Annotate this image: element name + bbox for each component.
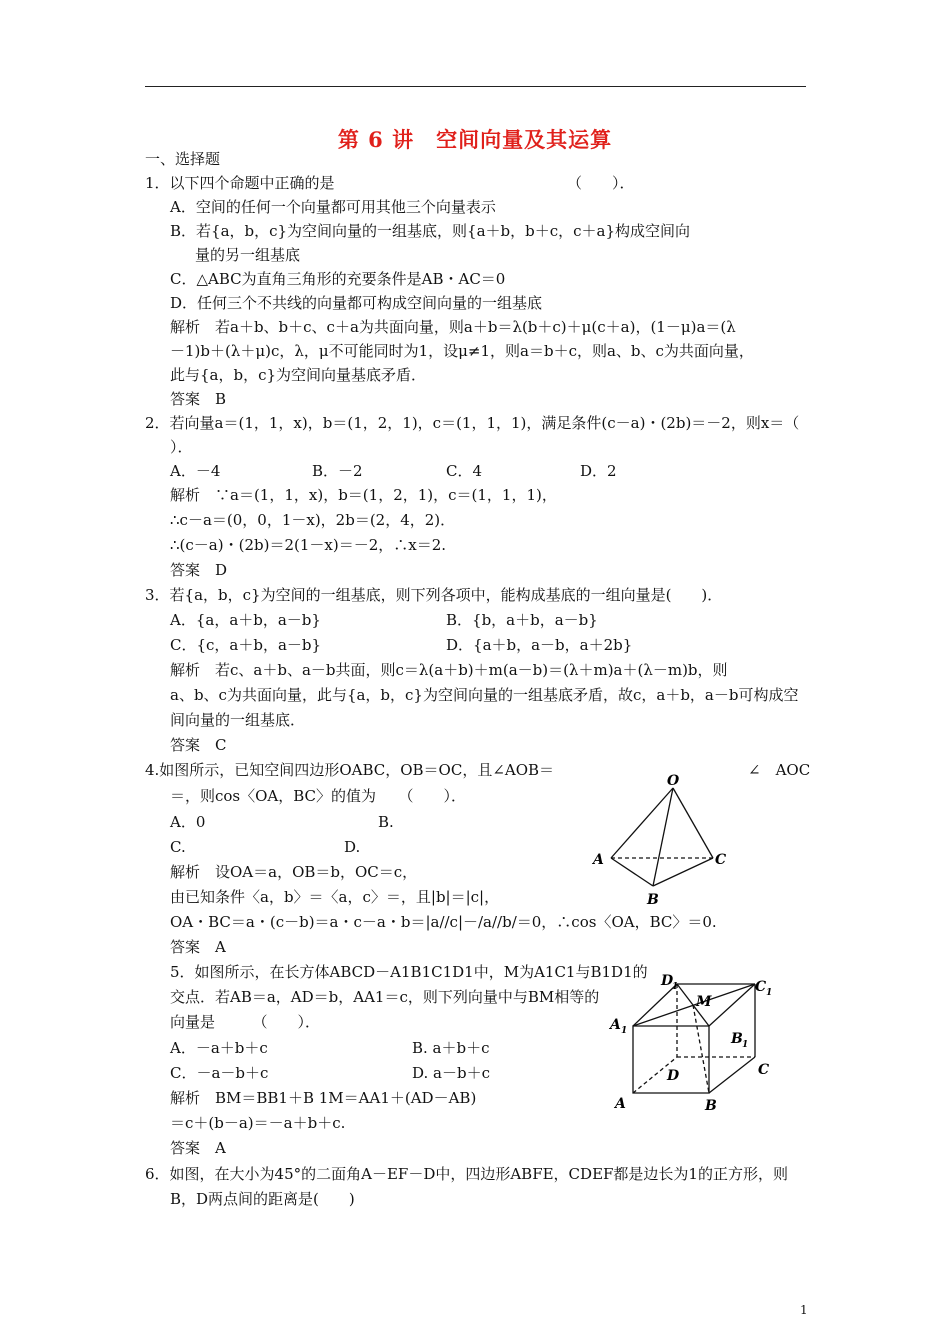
label-c: C [715, 852, 727, 868]
q1-option-c: C．△ABC为直角三角形的充要条件是AB・AC＝0 [170, 270, 506, 288]
label-b: B [705, 1098, 717, 1114]
q1-option-b-cont: 量的另一组基底 [195, 246, 301, 264]
q5-stem-cont-1: 交点．若AB＝a，AD＝b，AA1＝c，则下列向量中与BM相等的 [170, 988, 600, 1006]
label-d1-sub: 1 [672, 982, 679, 992]
q6-stem: 6．如图，在大小为45°的二面角A－EF－D中，四边形ABFE，CDEF都是边长为1的正方形，则 [145, 1165, 788, 1183]
q1-option-d: D．任何三个不共线的向量都可构成空间向量的一组基底 [170, 294, 543, 312]
q4-option-b: B. [378, 813, 394, 831]
q5-option-c: C．－a－b＋c [170, 1064, 269, 1082]
q3-option-b: B．{b，a＋b，a－b} [446, 611, 598, 629]
label-b1: B [731, 1031, 743, 1047]
label-c: C [758, 1062, 770, 1078]
q2-option-d: D．2 [580, 462, 617, 480]
q1-solution-1: 解析 若a＋b、b＋c、c＋a为共面向量，则a＋b＝λ(b＋c)＋μ(c＋a)，(1－μ)a＝(λ [170, 318, 736, 336]
q5-stem: 5．如图所示，在长方体ABCD－A1B1C1D1中，M为A1C1与B1D1的 [170, 963, 648, 981]
q4-solution-1: 解析 设OA＝a，OB＝b，OC＝c， [170, 863, 418, 881]
edge-ab [611, 858, 653, 886]
q5-answer: 答案 A [170, 1139, 226, 1157]
q2-option-c: C．4 [446, 462, 483, 480]
q5-solution-1: 解析 BM＝BB1＋B 1M＝AA1＋(AD－AB) [170, 1089, 477, 1107]
label-a1-sub: 1 [621, 1026, 628, 1036]
q3-solution-2: a、b、c为共面向量，此与{a，b，c}为空间向量的一组基底矛盾，故c，a＋b，a－b可构成空 [170, 686, 799, 704]
q4-stem: 4.如图所示，已知空间四边形OABC，OB＝OC，且∠AOB＝ [145, 761, 555, 779]
q2-solution-3: ∴(c－a)・(2b)＝2(1－x)＝－2，∴x＝2. [170, 536, 447, 554]
label-d1: D [661, 973, 674, 989]
q3-option-a: A．{a，a＋b，a－b} [170, 611, 321, 629]
label-o: O [667, 773, 680, 789]
q1-solution-3: 此与{a，b，c}为空间向量基底矛盾． [170, 366, 427, 384]
q3-answer: 答案 C [170, 736, 227, 754]
segment-bm [693, 1005, 709, 1093]
q3-option-d: D．{a＋b，a－b，a＋2b} [446, 636, 633, 654]
label-a: A [615, 1096, 626, 1112]
label-m: M [696, 994, 712, 1010]
q3-option-c: C．{c，a＋b，a－b} [170, 636, 322, 654]
edge-oa [611, 788, 673, 858]
header-rule [145, 86, 806, 87]
tetrahedron-figure [585, 772, 745, 910]
q4-option-a: A．0 [170, 813, 206, 831]
q4-answer: 答案 A [170, 938, 226, 956]
q5-option-b: B. a＋b＋c [412, 1039, 490, 1057]
q3-solution-1: 解析 若c、a＋b、a－b共面，则c＝λ(a＋b)＋m(a－b)＝(λ＋m)a＋(λ－m)b，则 [170, 661, 728, 679]
page-number: 1 [800, 1303, 808, 1317]
q2-answer: 答案 D [170, 561, 228, 579]
q4-option-d: D. [344, 838, 361, 856]
q1-answer: 答案 B [170, 390, 227, 408]
q1-stem: 1．以下四个命题中正确的是 （ ）． [145, 174, 635, 192]
q2-solution-1: 解析 ∵a＝(1，1，x)，b＝(1，2，1)，c＝(1，1，1)， [170, 486, 557, 504]
label-b: B [647, 892, 659, 908]
q3-solution-3: 间向量的一组基底． [170, 711, 306, 729]
label-c1-sub: 1 [766, 988, 773, 998]
edge-oc [673, 788, 713, 858]
page-title: 第 6 讲 空间向量及其运算 [337, 127, 613, 152]
label-a: A [593, 852, 604, 868]
label-c1: C [755, 979, 767, 995]
q6-stem-cont: B，D两点间的距离是( ) [170, 1190, 355, 1208]
cuboid-figure [605, 965, 785, 1117]
q2-solution-2: ∴c－a＝(0，0，1－x)，2b＝(2，4，2)． [170, 511, 456, 529]
section-heading: 一、选择题 [145, 150, 221, 168]
q5-option-d: D. a－b＋c [412, 1064, 490, 1082]
q4-solution-3: OA・BC＝a・(c－b)＝a・c－a・b＝|a//c|－/a//b/＝0，∴cos〈OA，BC〉＝0. [170, 913, 717, 931]
edge-bc [653, 858, 713, 886]
q3-stem: 3．若{a，b，c}为空间的一组基底，则下列各项中，能构成基底的一组向量是( )． [145, 586, 723, 604]
q2-option-a: A．－4 [170, 462, 221, 480]
q5-option-a: A．－a＋b＋c [170, 1039, 268, 1057]
edge-ob [653, 788, 673, 886]
q4-option-c: C. [170, 838, 186, 856]
q2-option-b: B．－2 [312, 462, 363, 480]
q1-solution-2: －1)b＋(λ＋μ)c，λ，μ不可能同时为1，设μ≠1，则a＝b＋c，则a、b、c为共面向量， [170, 342, 754, 360]
q2-stem: 2．若向量a＝(1，1，x)，b＝(1，2，1)，c＝(1，1，1)，满足条件(c－a)・(2b)＝－2，则x＝（ [145, 414, 800, 432]
q4-solution-2: 由已知条件〈a，b〉＝〈a，c〉＝，且|b|＝|c|， [170, 888, 500, 906]
q2-stem-cont: ）． [170, 438, 193, 456]
q1-option-a: A．空间的任何一个向量都可用其他三个向量表示 [170, 198, 496, 216]
label-a1: A [610, 1017, 621, 1033]
label-d: D [667, 1068, 680, 1084]
q4-stem-cont: ＝，则cos〈OA，BC〉的值为 （ ）． [170, 787, 467, 805]
q1-option-b: B．若{a，b，c}为空间向量的一组基底，则{a＋b，b＋c，c＋a}构成空间向 [170, 222, 691, 240]
label-b1-sub: 1 [742, 1040, 749, 1050]
q5-stem-cont-2: 向量是 （ ）． [170, 1013, 321, 1031]
q4-stem-right: ∠ AOC [748, 761, 811, 779]
diagonal-a1c1 [633, 984, 755, 1026]
q5-solution-2: ＝c＋(b－a)＝－a＋b＋c. [170, 1114, 346, 1132]
